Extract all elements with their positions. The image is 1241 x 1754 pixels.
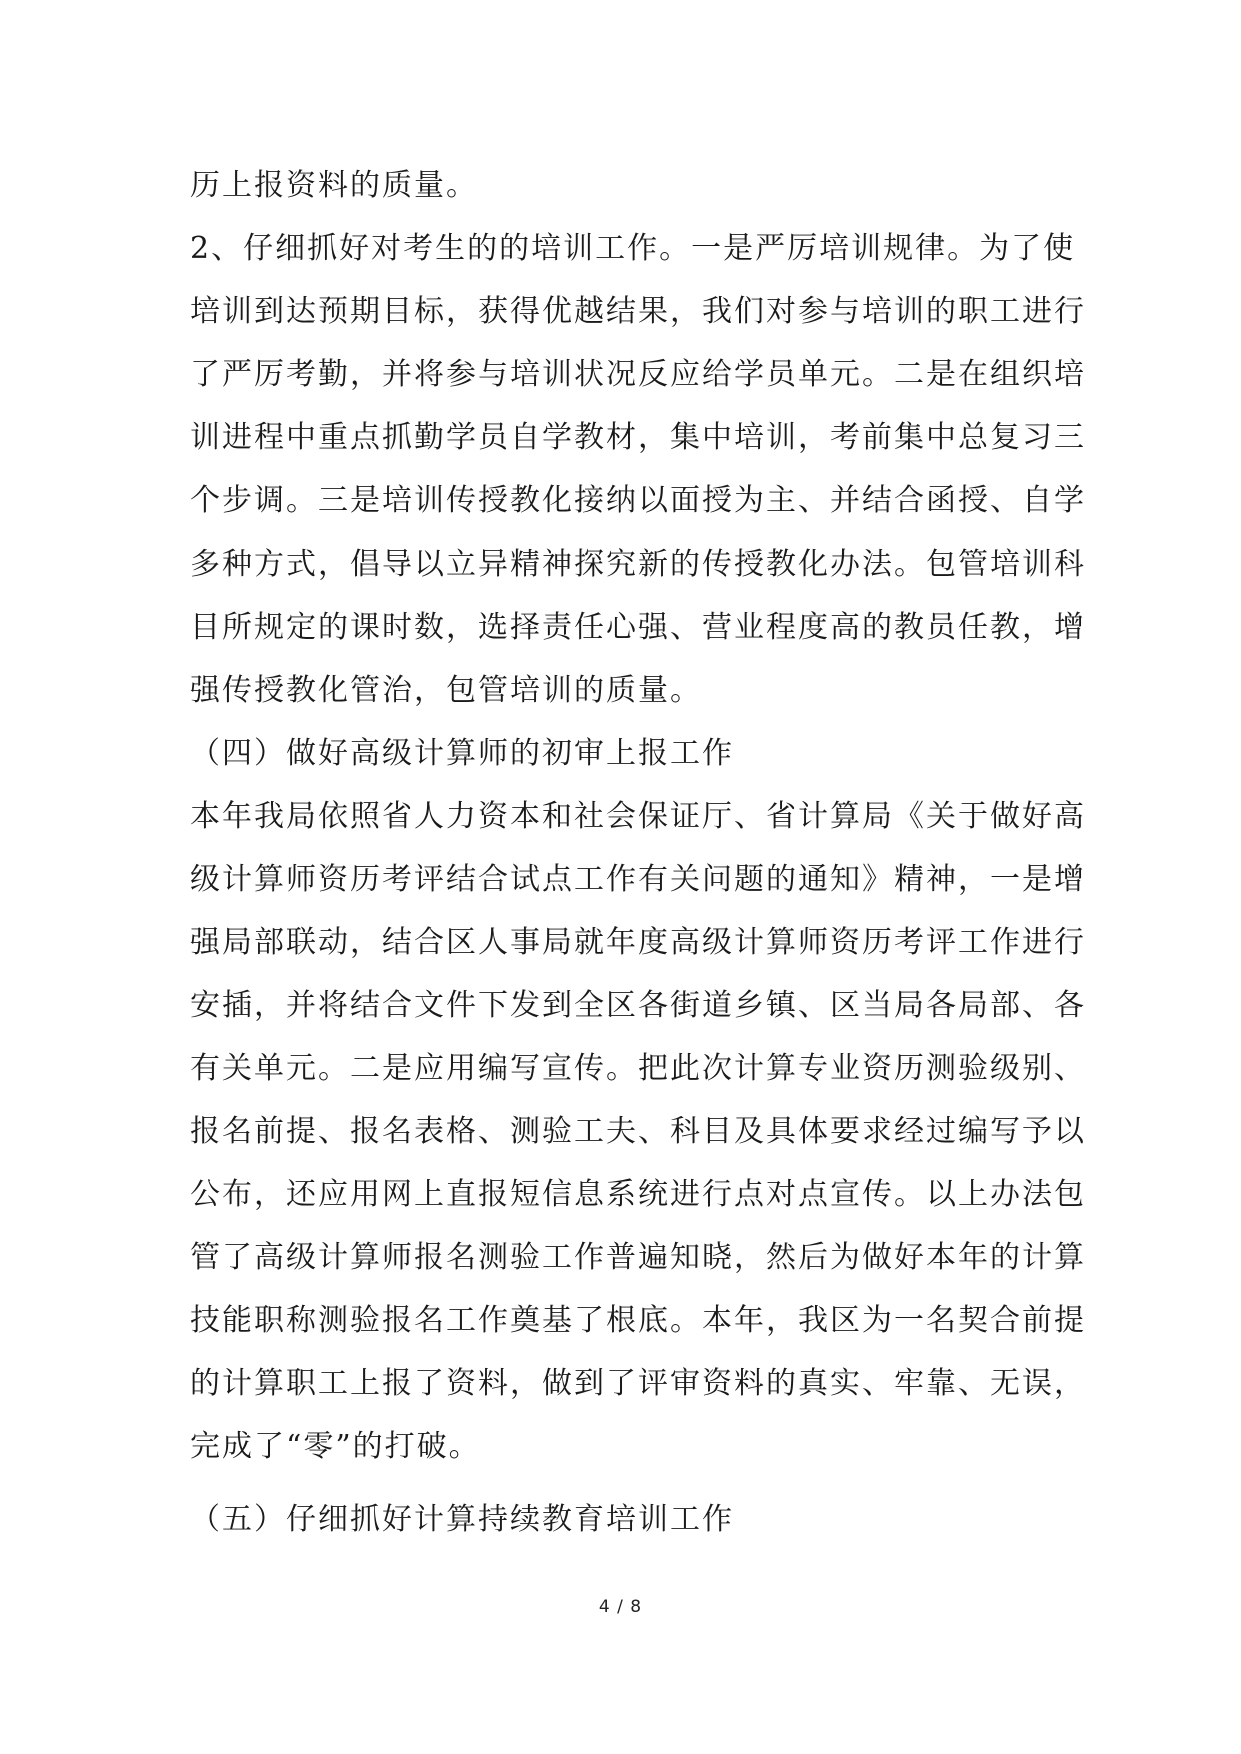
text-line-11: 本年我局依照省人力资本和社会保证厅、省计算局《关于做好高 [190, 799, 1086, 834]
text-line-16: 报名前提、报名表格、测验工夫、科目及具体要求经过编写予以 [190, 1114, 1086, 1149]
page-number: 4 / 8 [598, 1597, 643, 1617]
text-line-3: 培训到达预期目标，获得优越结果，我们对参与培训的职工进行 [190, 294, 1086, 329]
text-line-20: 的计算职工上报了资料，做到了评审资料的真实、牢靠、无误， [190, 1366, 1086, 1401]
text-line-18: 管了高级计算师报名测验工作普遍知晓，然后为做好本年的计算 [190, 1240, 1086, 1275]
section-heading-4: （四）做好高级计算师的初审上报工作 [190, 736, 734, 771]
text-line-12: 级计算师资历考评结合试点工作有关问题的通知》精神，一是增 [190, 862, 1086, 897]
text-line-6: 个步调。三是培训传授教化接纳以面授为主、并结合函授、自学 [190, 483, 1086, 518]
section-heading-5: （五）仔细抓好计算持续教育培训工作 [190, 1502, 734, 1537]
text-line-19: 技能职称测验报名工作奠基了根底。本年，我区为一名契合前提 [190, 1303, 1086, 1338]
text-line-9: 强传授教化管治，包管培训的质量。 [190, 673, 702, 708]
text-line-15: 有关单元。二是应用编写宣传。把此次计算专业资历测验级别、 [190, 1051, 1086, 1086]
text-line-8: 目所规定的课时数，选择责任心强、营业程度高的教员任教，增 [190, 610, 1086, 645]
text-line-1: 历上报资料的质量。 [190, 168, 478, 203]
text-line-5: 训进程中重点抓勤学员自学教材，集中培训，考前集中总复习三 [190, 420, 1086, 455]
text-line-17: 公布，还应用网上直报短信息系统进行点对点宣传。以上办法包 [190, 1177, 1086, 1212]
text-line-4: 了严厉考勤，并将参与培训状况反应给学员单元。二是在组织培 [190, 357, 1086, 392]
text-line-2: 2、仔细抓好对考生的的培训工作。一是严厉培训规律。为了使 [190, 231, 1076, 266]
text-line-13: 强局部联动，结合区人事局就年度高级计算师资历考评工作进行 [190, 925, 1086, 960]
text-line-21: 完成了“零”的打破。 [190, 1429, 481, 1464]
text-line-14: 安插，并将结合文件下发到全区各街道乡镇、区当局各局部、各 [190, 988, 1086, 1023]
text-line-7: 多种方式，倡导以立异精神探究新的传授教化办法。包管培训科 [190, 547, 1086, 582]
